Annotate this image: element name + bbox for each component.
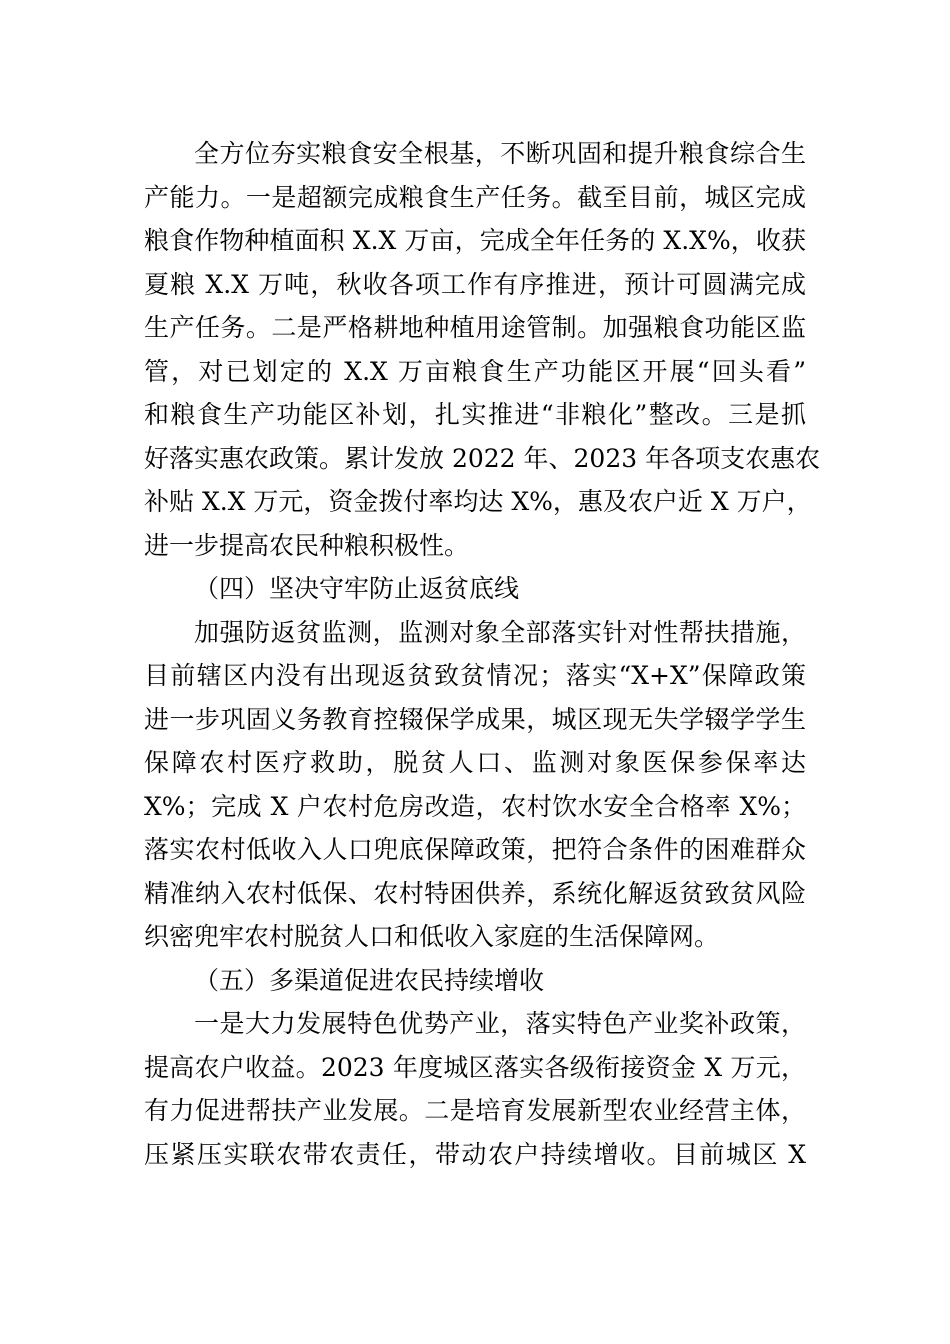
body-paragraph	[144, 611, 806, 959]
paragraph-line: 进一步提高农民种粮积极性。	[144, 530, 470, 560]
paragraph-line: 一是大力发展特色优势产业，落实特色产业奖补政策，	[194, 1009, 806, 1038]
paragraph-line: 和粮食生产功能区补划，扎实推进“非粮化”整改。三是抓	[144, 400, 806, 429]
body-paragraph	[144, 132, 821, 567]
paragraph-line: 补贴 X.X 万元，资金拨付率均达 X%，惠及农户近 X 万户，	[144, 487, 812, 516]
paragraph-line: 产能力。一是超额完成粮食生产任务。截至目前，城区完成	[144, 182, 806, 212]
paragraph-line: 压紧压实联农带农责任，带动农户持续增收。目前城区 X	[144, 1139, 806, 1169]
paragraph-line: 目前辖区内没有出现返贫致贫情况；落实“X+X”保障政策	[144, 661, 806, 690]
paragraph-line: 落实农村低收入人口兜底保障政策，把符合条件的困难群众	[144, 835, 806, 864]
paragraph-line: 粮食作物种植面积 X.X 万亩，完成全年任务的 X.X%，收获	[144, 226, 806, 255]
heading-text: （四）坚决守牢防止返贫底线	[194, 574, 520, 603]
paragraph-line: 有力促进帮扶产业发展。二是培育发展新型农业经营主体，	[144, 1096, 806, 1125]
paragraph-line: 提高农户收益。2023 年度城区落实各级衔接资金 X 万元，	[144, 1052, 806, 1082]
heading-text: （五）多渠道促进农民持续增收	[194, 965, 545, 995]
section-heading	[144, 959, 806, 1003]
paragraph-line: 进一步巩固义务教育控辍保学成果，城区现无失学辍学学生	[144, 704, 806, 734]
paragraph-line: 织密兜牢农村脱贫人口和低收入家庭的生活保障网。	[144, 922, 720, 951]
paragraph-line: 保障农村医疗救助，脱贫人口、监测对象医保参保率达	[144, 748, 806, 777]
document-body	[144, 132, 821, 1176]
paragraph-line: 生产任务。二是严格耕地种植用途管制。加强粮食功能区监	[144, 313, 806, 342]
section-heading	[144, 567, 806, 611]
paragraph-line: 加强防返贫监测，监测对象全部落实针对性帮扶措施，	[194, 617, 806, 647]
paragraph-line: 全方位夯实粮食安全根基，不断巩固和提升粮食综合生	[194, 139, 806, 168]
paragraph-line: X%；完成 X 户农村危房改造，农村饮水安全合格率 X%；	[144, 791, 806, 821]
paragraph-line: 好落实惠农政策。累计发放 2022 年、2023 年各项支农惠农	[144, 443, 821, 473]
paragraph-line: 夏粮 X.X 万吨，秋收各项工作有序推进，预计可圆满完成	[144, 269, 806, 299]
body-paragraph	[144, 1002, 806, 1176]
paragraph-line: 管，对已划定的 X.X 万亩粮食生产功能区开展“回头看”	[144, 356, 806, 386]
paragraph-line: 精准纳入农村低保、农村特困供养，系统化解返贫致贫风险	[144, 878, 806, 908]
